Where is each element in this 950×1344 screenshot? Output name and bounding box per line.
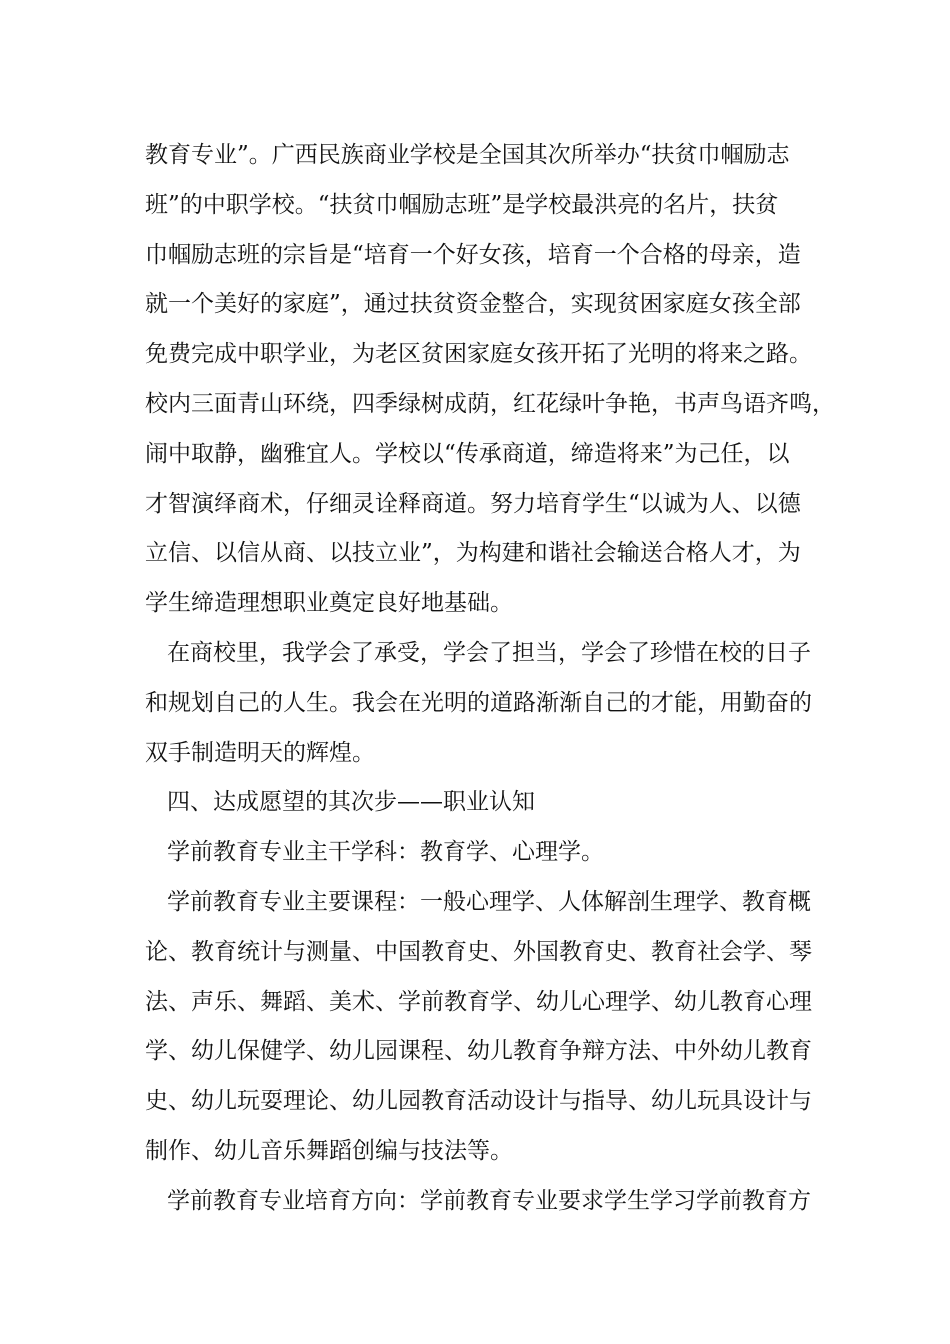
text-line: 闹中取静，幽雅宜人。学校以“传承商道，缔造将来”为己任，以 bbox=[145, 440, 790, 467]
text-line: 在商校里，我学会了承受，学会了担当，学会了珍惜在校的日子 bbox=[167, 639, 811, 666]
text-line: 和规划自己的人生。我会在光明的道路渐渐自己的才能，用勤奋的 bbox=[145, 689, 812, 716]
text-line: 班”的中职学校。“扶贫巾帼励志班”是学校最洪亮的名片，扶贫 bbox=[145, 191, 779, 218]
paragraph bbox=[145, 629, 835, 778]
text-line: 学、幼儿保健学、幼儿园课程、幼儿教育争辩方法、中外幼儿教育 bbox=[145, 1038, 812, 1065]
text-line: 免费完成中职学业，为老区贫困家庭女孩开拓了光明的将来之路。 bbox=[145, 341, 812, 368]
document-body bbox=[145, 131, 835, 1227]
paragraph bbox=[145, 778, 835, 828]
text-line: 双手制造明天的辉煌。 bbox=[145, 739, 375, 766]
text-line: 法、声乐、舞蹈、美术、学前教育学、幼儿心理学、幼儿教育心理 bbox=[145, 988, 812, 1015]
text-line: 论、教育统计与测量、中国教育史、外国教育史、教育社会学、琴 bbox=[145, 938, 812, 965]
paragraph bbox=[145, 131, 835, 629]
text-line: 立信、以信从商、以技立业”，为构建和谐社会输送合格人才，为 bbox=[145, 540, 801, 567]
text-line: 学前教育专业培育方向：学前教育专业要求学生学习学前教育方 bbox=[167, 1187, 811, 1214]
text-line: 四、达成愿望的其次步——职业认知 bbox=[167, 789, 535, 816]
text-line: 校内三面青山环绕，四季绿树成荫，红花绿叶争艳，书声鸟语齐鸣， bbox=[145, 390, 835, 417]
text-line: 学前教育专业主要课程：一般心理学、人体解剖生理学、教育概 bbox=[167, 888, 811, 915]
paragraph bbox=[145, 878, 835, 1177]
text-line: 学前教育专业主干学科：教育学、心理学。 bbox=[167, 839, 604, 866]
text-line: 教育专业”。广西民族商业学校是全国其次所举办“扶贫巾帼励志 bbox=[145, 142, 790, 168]
text-line: 学生缔造理想职业奠定良好地基础。 bbox=[145, 590, 513, 617]
text-line: 就一个美好的家庭”，通过扶贫资金整合，实现贫困家庭女孩全部 bbox=[145, 291, 801, 318]
text-line: 巾帼励志班的宗旨是“培育一个好女孩，培育一个合格的母亲，造 bbox=[145, 241, 801, 268]
paragraph bbox=[145, 828, 835, 878]
paragraph bbox=[145, 1177, 835, 1227]
text-line: 制作、幼儿音乐舞蹈创编与技法等。 bbox=[145, 1137, 513, 1164]
text-line: 史、幼儿玩耍理论、幼儿园教育活动设计与指导、幼儿玩具设计与 bbox=[145, 1088, 812, 1115]
text-line: 才智演绎商术，仔细灵诠释商道。努力培育学生“以诚为人、以德 bbox=[145, 490, 801, 517]
